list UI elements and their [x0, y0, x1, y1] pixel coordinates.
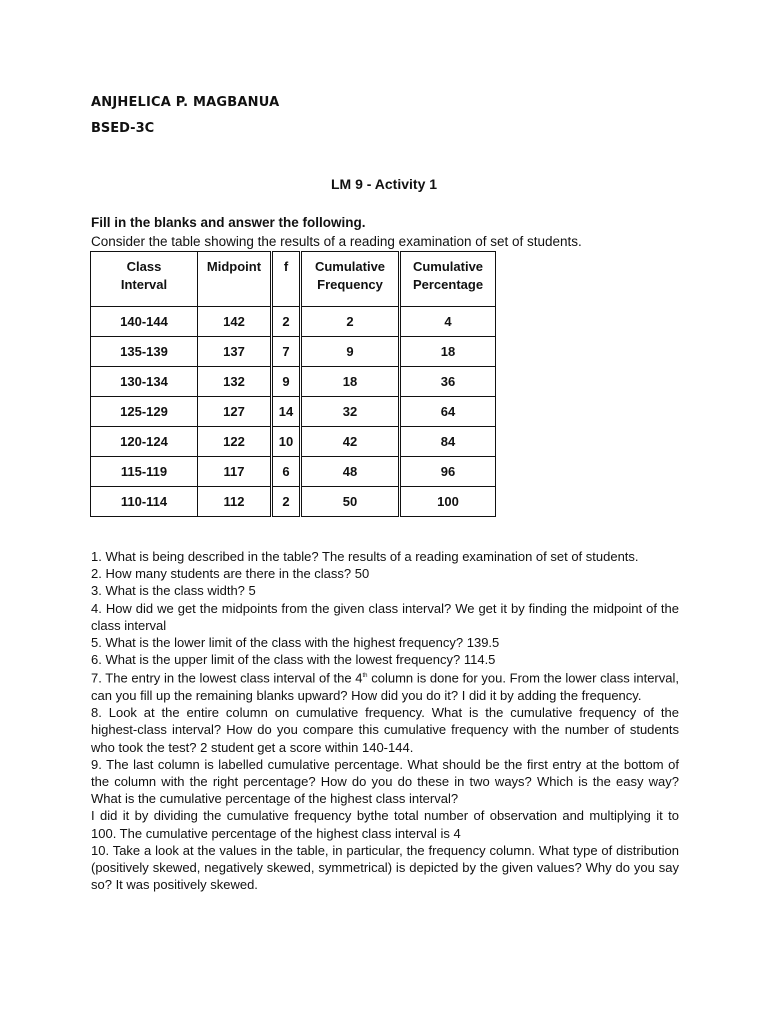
cell-interval: 140-144 [91, 307, 198, 337]
cell-midpoint: 112 [198, 487, 272, 517]
table-row [91, 307, 496, 337]
answers-section [91, 548, 679, 893]
cell-cumulative-frequency: 2 [301, 307, 400, 337]
cell-interval: 135-139 [91, 337, 198, 367]
answer-4: 4. How did we get the midpoints from the given class interval? We get it by finding the midpoint of the class interval [91, 600, 679, 633]
table-intro: Consider the table showing the results of a reading examination of set of students. [91, 234, 582, 249]
cell-cumulative-percentage: 96 [400, 457, 496, 487]
student-name: ANJHELICA P. MAGBANUA [91, 95, 280, 110]
cell-cumulative-percentage: 100 [400, 487, 496, 517]
cell-frequency: 10 [272, 427, 301, 457]
answer-1: 1. What is being described in the table? The results of a reading examination of set of students. [91, 549, 639, 564]
cell-cumulative-frequency: 32 [301, 397, 400, 427]
table-row [91, 397, 496, 427]
header-cumulative-percentage: Cumulative Percentage [400, 252, 496, 307]
cell-cumulative-percentage: 64 [400, 397, 496, 427]
cell-midpoint: 132 [198, 367, 272, 397]
cell-cumulative-percentage: 18 [400, 337, 496, 367]
student-course: BSED-3C [91, 121, 155, 136]
cell-frequency: 6 [272, 457, 301, 487]
cell-cumulative-frequency: 50 [301, 487, 400, 517]
frequency-table [90, 251, 496, 517]
cell-midpoint: 122 [198, 427, 272, 457]
cell-midpoint: 142 [198, 307, 272, 337]
answer-7: 7. The entry in the lowest class interval of the 4th column is done for you. From the lower class interval, can you fill up the remaining blanks upward? How did you do it? I did it by adding the frequency. [91, 670, 679, 703]
instructions: Fill in the blanks and answer the following. [91, 215, 366, 230]
cell-frequency: 2 [272, 307, 301, 337]
cell-midpoint: 117 [198, 457, 272, 487]
cell-cumulative-percentage: 84 [400, 427, 496, 457]
cell-interval: 125-129 [91, 397, 198, 427]
cell-cumulative-frequency: 18 [301, 367, 400, 397]
cell-frequency: 14 [272, 397, 301, 427]
header-midpoint: Midpoint [198, 252, 272, 307]
cell-cumulative-percentage: 4 [400, 307, 496, 337]
header-class-interval: Class Interval [91, 252, 198, 307]
cell-interval: 130-134 [91, 367, 198, 397]
cell-midpoint: 137 [198, 337, 272, 367]
cell-midpoint: 127 [198, 397, 272, 427]
table-row [91, 427, 496, 457]
answer-9-response: I did it by dividing the cumulative frequency bythe total number of observation and multiplying it to 100. The cumulative percentage of the highest class interval is 4 [91, 808, 679, 841]
activity-title: LM 9 - Activity 1 [330, 176, 438, 192]
header-frequency: f [272, 252, 301, 307]
cell-frequency: 7 [272, 337, 301, 367]
answer-6: 6. What is the upper limit of the class with the lowest frequency? 114.5 [91, 652, 496, 668]
cell-interval: 120-124 [91, 427, 198, 457]
cell-interval: 110-114 [91, 487, 198, 517]
answer-10: 10. Take a look at the values in the table, in particular, the frequency column. What type of distribution (positively skewed, negatively skewed, symmetrical) is depicted by the given values? Why do you say so? It was positively skewed. [91, 842, 679, 893]
cell-cumulative-frequency: 9 [301, 337, 400, 367]
cell-frequency: 9 [272, 367, 301, 397]
answer-9: 9. The last column is labelled cumulative percentage. What should be the first entry at the bottom of the column with the right percentage? How do you do these in two ways? Which is the easy way? What is the cumulative percentage of the highest class interval? [91, 756, 679, 807]
table-row [91, 367, 496, 397]
header-cumulative-frequency: Cumulative Frequency [301, 252, 400, 307]
table-row [91, 487, 496, 517]
answer-5: 5. What is the lower limit of the class with the highest frequency? 139.5 [91, 635, 500, 651]
answer-3: 3. What is the class width? 5 [91, 583, 256, 599]
table-row [91, 337, 496, 367]
cell-interval: 115-119 [91, 457, 198, 487]
table-header-row [91, 252, 496, 307]
cell-cumulative-frequency: 48 [301, 457, 400, 487]
table-row [91, 457, 496, 487]
cell-frequency: 2 [272, 487, 301, 517]
cell-cumulative-percentage: 36 [400, 367, 496, 397]
answer-2: 2. How many students are there in the class? 50 [91, 566, 370, 582]
answer-8: 8. Look at the entire column on cumulative frequency. What is the cumulative frequency of the highest-class interval? How do you compare this cumulative frequency with the number of students who took the test? 2 student get a score within 140-144. [91, 705, 679, 755]
cell-cumulative-frequency: 42 [301, 427, 400, 457]
